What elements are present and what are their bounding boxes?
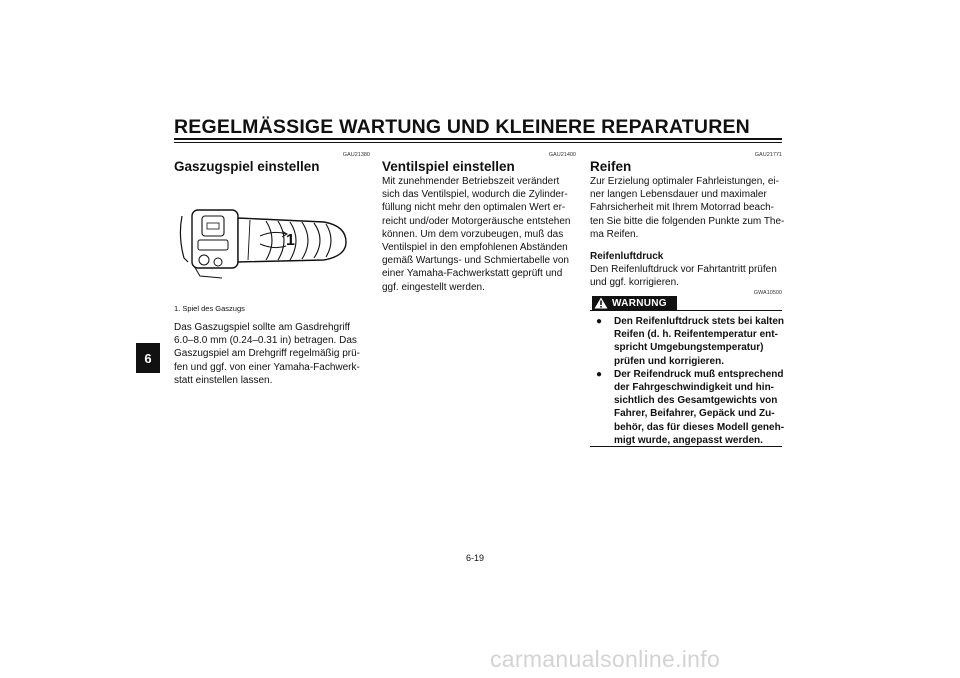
- text-line: Ventilspiel in den empfohlenen Abständen: [382, 242, 568, 254]
- text-line: sichtlich des Gesamtgewichts von: [614, 395, 778, 407]
- text-line: Der Reifendruck muß entsprechend: [614, 368, 784, 380]
- bullet-icon: ●: [596, 316, 603, 327]
- text-line: ten Sie bitte die folgenden Punkte zum The-: [590, 215, 785, 227]
- text-line: fen und ggf. von einer Yamaha-Fachwerk-: [174, 361, 360, 373]
- section-heading: Ventilspiel einstellen: [382, 159, 515, 174]
- warning-badge: [592, 296, 677, 310]
- text-line: füllung nicht mehr den optimalen Wert er-: [382, 202, 566, 214]
- bullet-icon: ●: [596, 368, 603, 380]
- page-title: REGELMÄSSIGE WARTUNG UND KLEINERE REPARATUREN: [174, 116, 750, 138]
- text-line: können. Um dem vorzubeugen, muß das: [382, 228, 564, 240]
- warning-list: [596, 315, 784, 447]
- section-code: GAU21380: [342, 152, 370, 158]
- section-heading: Gaszugspiel einstellen: [174, 159, 320, 174]
- text-line: ggf. eingestellt werden.: [382, 281, 485, 293]
- watermark: carmanualsonline.info: [490, 646, 721, 672]
- text-line: sich das Ventilspiel, wodurch die Zylinder-: [382, 189, 568, 201]
- section-code: GAU21771: [754, 152, 782, 158]
- throttle-grip-illustration: [174, 196, 370, 298]
- text-line: prüfen und korrigieren.: [614, 355, 725, 367]
- text-line: der Fahrgeschwindigkeit und hin-: [614, 382, 775, 394]
- text-line: behör, das für dieses Modell geneh-: [614, 421, 785, 433]
- text-line: Den Reifenluftdruck vor Fahrtantritt prüfen: [590, 264, 777, 275]
- text-line: gemäß Wartungs- und Schmiertabelle von: [382, 255, 569, 267]
- subheading: Reifenluftdruck: [590, 251, 664, 262]
- paragraph: [590, 175, 784, 241]
- title-rule-thin: [174, 142, 782, 143]
- section-code: GAU21400: [548, 152, 576, 158]
- text-line: Den Reifenluftdruck stets bei kalten: [614, 316, 785, 327]
- paragraph: [174, 321, 360, 387]
- warning-triangle-icon: [594, 297, 608, 309]
- warning-rule-bottom: [590, 446, 782, 447]
- text-line: Mit zunehmender Betriebszeit verändert: [382, 176, 560, 187]
- text-line: ma Reifen.: [590, 228, 639, 240]
- figure-caption: 1. Spiel des Gaszugs: [174, 304, 245, 313]
- callout-number: 1: [286, 232, 295, 249]
- text-line: ner langen Lebensdauer und maximaler: [590, 189, 767, 201]
- text-line: spricht Umgebungstemperatur): [614, 342, 764, 354]
- text-line: einer Yamaha-Fachwerkstatt geprüft und: [382, 268, 563, 280]
- text-line: statt einstellen lassen.: [174, 374, 273, 386]
- section-heading: Reifen: [590, 159, 632, 174]
- text-line: 6.0–8.0 mm (0.24–0.31 in) betragen. Das: [174, 335, 357, 347]
- text-line: Das Gaszugspiel sollte am Gasdrehgriff: [174, 322, 351, 333]
- text-line: Reifen (d. h. Reifentemperatur ent-: [614, 329, 778, 341]
- text-line: Gaszugspiel am Drehgriff regelmäßig prü-: [174, 348, 361, 360]
- text-line: und ggf. korrigieren.: [590, 277, 679, 289]
- paragraph: [590, 263, 777, 289]
- text-line: reicht und/oder Motorgeräusche entstehen: [382, 215, 571, 227]
- text-line: Fahrsicherheit mit Ihrem Motorrad beach-: [590, 202, 774, 214]
- list-item: [596, 368, 784, 447]
- text-line: Zur Erzielung optimaler Fahrleistungen, ei-: [590, 176, 779, 187]
- warning-code: GWA10500: [753, 290, 782, 296]
- page-number: 6-19: [466, 553, 485, 563]
- warning-label: WARNUNG: [612, 297, 667, 309]
- paragraph: [382, 175, 570, 294]
- text-line: migt wurde, angepasst werden.: [614, 434, 763, 446]
- list-item: [596, 315, 784, 368]
- text-line: Fahrer, Beifahrer, Gepäck und Zu-: [614, 408, 775, 420]
- title-rule: [174, 138, 782, 140]
- warning-rule-top: [590, 310, 782, 311]
- chapter-tab: 6: [136, 343, 160, 373]
